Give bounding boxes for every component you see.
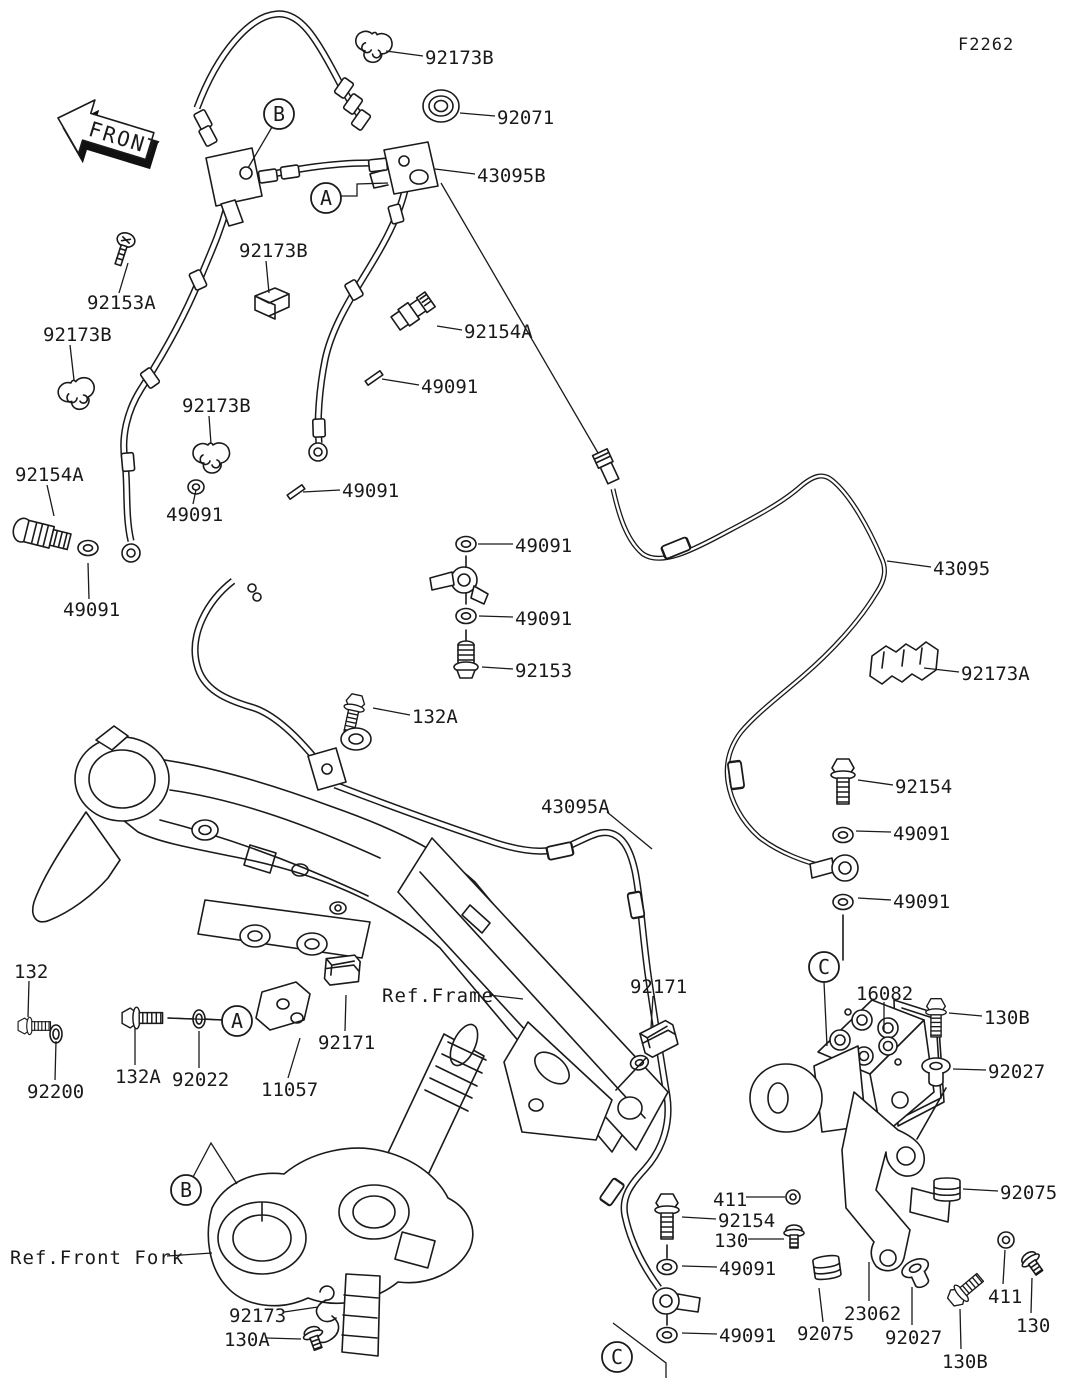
part-label: 49091 bbox=[421, 376, 479, 398]
part-label: 49091 bbox=[342, 480, 400, 502]
view-marker-letter: C bbox=[610, 1345, 624, 1369]
part-label: 49091 bbox=[893, 823, 951, 845]
part-label: 92153 bbox=[515, 660, 573, 682]
part-label: 23062 bbox=[844, 1303, 902, 1325]
part-label: 130B bbox=[942, 1351, 988, 1373]
part-label: 11057 bbox=[261, 1079, 319, 1101]
part-label: 411 bbox=[713, 1189, 748, 1211]
view-marker-letter: A bbox=[319, 186, 333, 210]
view-marker-letter: B bbox=[179, 1178, 193, 1202]
part-label: 49091 bbox=[719, 1325, 777, 1347]
part-label: 92171 bbox=[318, 1032, 376, 1054]
part-label: 92027 bbox=[885, 1327, 943, 1349]
hose-junction-block bbox=[206, 148, 262, 206]
part-label: 130 bbox=[714, 1230, 749, 1252]
hose-bracket bbox=[384, 142, 438, 194]
part-label: 92173 bbox=[229, 1305, 287, 1327]
part-label: 411 bbox=[988, 1286, 1023, 1308]
part-label: 43095A bbox=[541, 796, 610, 818]
part-label: 92173B bbox=[43, 324, 112, 346]
part-label: 132A bbox=[412, 706, 458, 728]
part-label: 132A bbox=[115, 1066, 161, 1088]
part-label: 92153A bbox=[87, 292, 156, 314]
view-marker-letter: B bbox=[272, 102, 286, 126]
part-label: 49091 bbox=[719, 1258, 777, 1280]
part-label: 92022 bbox=[172, 1069, 230, 1091]
part-label: 49091 bbox=[515, 608, 573, 630]
part-label: 92173B bbox=[425, 47, 494, 69]
part-label: 43095B bbox=[477, 165, 546, 187]
part-label: 130B bbox=[984, 1007, 1030, 1029]
part-label: 92154A bbox=[15, 464, 84, 486]
view-marker-letter: A bbox=[230, 1009, 244, 1033]
part-label: 92200 bbox=[27, 1081, 85, 1103]
figure-code: F2262 bbox=[958, 35, 1015, 55]
part-label: 92154 bbox=[718, 1210, 776, 1232]
reference-label: Ref.Front Fork bbox=[10, 1247, 185, 1269]
part-label: 92173B bbox=[182, 395, 251, 417]
part-label: 92173A bbox=[961, 663, 1030, 685]
part-label: 49091 bbox=[63, 599, 121, 621]
part-label: 92075 bbox=[797, 1323, 855, 1345]
reference-label: Ref.Frame bbox=[382, 985, 494, 1007]
part-label: 92173B bbox=[239, 240, 308, 262]
part-label: 92154 bbox=[895, 776, 953, 798]
part-label: 16082 bbox=[856, 983, 914, 1005]
part-label: 49091 bbox=[515, 535, 573, 557]
part-label: 43095 bbox=[933, 558, 991, 580]
part-label: 92075 bbox=[1000, 1182, 1058, 1204]
view-marker-letter: C bbox=[817, 955, 831, 979]
part-label: 49091 bbox=[893, 891, 951, 913]
part-label: 92171 bbox=[630, 976, 688, 998]
part-label: 130 bbox=[1016, 1315, 1051, 1337]
part-label: 130A bbox=[224, 1329, 270, 1351]
part-label: 132 bbox=[14, 961, 49, 983]
part-label: 92071 bbox=[497, 107, 555, 129]
part-label: 92154A bbox=[464, 321, 533, 343]
front-arrow-label: FRONT bbox=[85, 117, 163, 162]
part-label: 92027 bbox=[988, 1061, 1046, 1083]
part-label: 49091 bbox=[166, 504, 224, 526]
